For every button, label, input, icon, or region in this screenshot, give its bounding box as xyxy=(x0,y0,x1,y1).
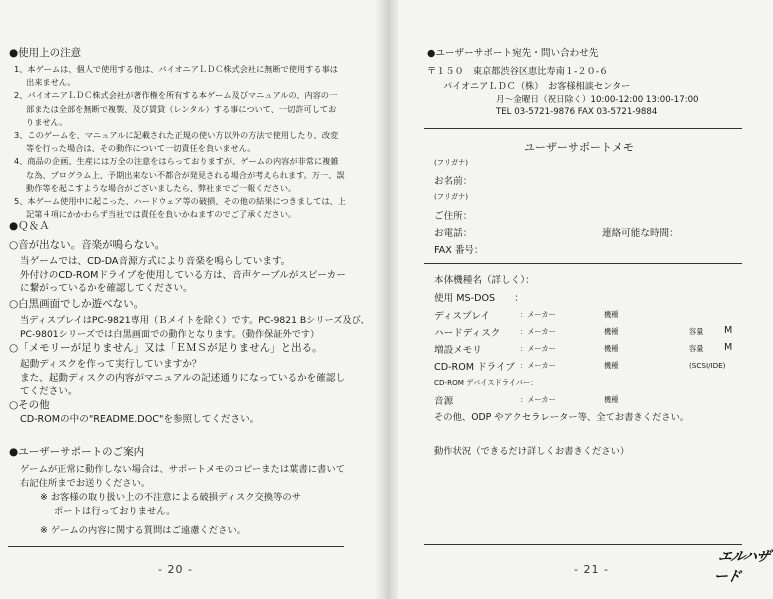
usage-list xyxy=(14,63,346,221)
model-short-label: 機種 xyxy=(604,361,619,370)
usage-line: 部または全部を無断で複製、及び賃貸（レンタル）する事について、一切許可してお xyxy=(26,103,337,114)
status-field-label: 動作状況（できるだけ詳しくお書きください） xyxy=(434,446,630,457)
contact-address: 〒１５０ 東京都渋谷区恵比寿南１-２０-６ xyxy=(427,66,609,77)
usage-line: 記第４項にかかわらず当社では責任を負いかねますのでご了承ください。 xyxy=(26,209,297,220)
page-number: - 21 - xyxy=(574,563,609,576)
memo-divider xyxy=(424,263,742,264)
qa-answer-line: 外付けのCD-ROMドライブを使用している方は、音声ケーブルがスピーカー xyxy=(20,269,346,281)
maker-label: ：メーカー xyxy=(520,327,556,336)
maker-label: ：メーカー xyxy=(520,344,556,353)
usage-line: 動作等を起こすような場合がございましたら、弊社までご一報ください。 xyxy=(26,182,297,193)
furigana-label: (フリガナ) xyxy=(434,192,468,201)
qa-question: ○白黒画面でしか遊べない。 xyxy=(9,298,145,310)
model-short-label: 機種 xyxy=(604,344,619,353)
address-field-label: ご住所： xyxy=(434,211,473,222)
capacity-label: 容量 xyxy=(689,344,704,353)
page-number: - 20 - xyxy=(158,563,193,576)
scsi-label: (SCSI/IDE) xyxy=(689,361,726,370)
model-field-label: 本体機種名（詳しく）： xyxy=(434,275,535,286)
model-short-label: 機種 xyxy=(604,310,619,319)
memo-top-rule xyxy=(424,128,742,129)
contact-time-label: 連絡可能な時間： xyxy=(602,228,679,239)
maker-label: ：メーカー xyxy=(520,310,556,319)
qa-question: ○その他 xyxy=(9,399,50,411)
support-body-line: 右記住所までお送りください。 xyxy=(20,478,151,489)
qa-answer xyxy=(20,314,370,341)
qa-answer-line: 起動ディスクを作って実行していますか？ xyxy=(20,359,202,370)
support-note: ※ ゲームの内容に関する質問はご遠慮ください。 xyxy=(40,525,246,536)
qa-answer-line: 当ディスプレイはPC-9821専用（Ｂメイトを除く）です。PC-9821 Bシリーズ及び、 xyxy=(20,315,370,326)
support-body-line: ゲームが正常に動作しない場合は、サポートメモのコピーまたは葉書に書いて xyxy=(20,464,345,475)
game-logo: エルハザード xyxy=(711,549,771,585)
right-page xyxy=(396,0,773,599)
msdos-field-label: 使用 MS-DOS ： xyxy=(434,293,524,304)
other-field-label: その他、ODP やアクセラレーター等、全てお書きください。 xyxy=(434,412,690,423)
qa-heading: ●Ｑ＆Ａ xyxy=(9,220,50,232)
qa-answer-line: PC-9801シリーズでは白黒画面での動作となります。（動作保証外です） xyxy=(20,328,320,340)
hdd-field-label: ハードディスク xyxy=(434,328,501,339)
memory-field-label: 増設メモリ xyxy=(434,345,482,356)
contact-heading: ●ユーザーサポート宛先・問い合わせ先 xyxy=(427,48,599,59)
maker-label: ：メーカー xyxy=(520,395,556,404)
usage-line: 3、このゲームを、マニュアルに記載された正規の使い方以外の方法で使用したり、改変 xyxy=(14,130,339,141)
support-note-line: ポートは行っておりません。 xyxy=(54,506,176,517)
memo-title: ユーザーサポートメモ xyxy=(524,141,634,154)
contact-company: パイオニアＬＤＣ（株） お客様相談センター xyxy=(443,81,631,92)
cdrom-driver-label: CD-ROM デバイスドライバー： xyxy=(434,378,538,387)
usage-line: 4、商品の企画、生産には万全の注意をはらっておりますが、ゲームの内容が非常に複雑 xyxy=(14,156,339,167)
sound-field-label: 音源 xyxy=(434,396,454,407)
qa-answer: CD-ROMの中の"README.DOC"を参照してください。 xyxy=(20,414,260,425)
support-note xyxy=(40,491,301,519)
unit-label: M xyxy=(724,325,733,336)
usage-line: りません。 xyxy=(26,116,68,127)
qa-answer xyxy=(20,255,346,296)
model-short-label: 機種 xyxy=(604,327,619,336)
support-note-line: ※ お客様の取り扱い上の不注意による破損ディスク交換等のサ xyxy=(40,492,302,503)
usage-line: 1、本ゲームは、個人で使用する他は、パイオニアＬＤＣ株式会社に無断で使用する事は xyxy=(14,64,338,74)
capacity-label: 容量 xyxy=(689,327,704,336)
footer-rule xyxy=(8,546,344,547)
footer-rule xyxy=(424,544,742,545)
model-short-label: 機種 xyxy=(604,395,619,404)
phone-field-label: お電話： xyxy=(434,228,473,239)
qa-question: ○音が出ない。音楽が鳴らない。 xyxy=(9,239,166,251)
display-field-label: ディスプレイ xyxy=(434,311,490,322)
qa-answer-line: に繋がっているかを確認してください。 xyxy=(20,283,193,294)
qa-question: ○「メモリーが足りません」又は「ＥＭＳが足りません」と出る。 xyxy=(9,342,323,354)
left-page xyxy=(0,0,380,599)
support-body xyxy=(20,463,345,491)
usage-line: 5、本ゲーム使用中に起こった、ハードウェア等の破損、その他の結果につきましては、上 xyxy=(14,196,347,207)
fax-field-label: FAX 番号： xyxy=(434,245,484,256)
contact-hours: 月～金曜日（祝日除く）10:00-12:00 13:00-17:00 xyxy=(496,95,699,105)
maker-label: ：メーカー xyxy=(520,361,556,370)
support-heading: ●ユーザーサポートのご案内 xyxy=(9,446,145,458)
qa-answer xyxy=(20,358,345,399)
qa-answer-line: てください。 xyxy=(20,386,78,397)
unit-label: M xyxy=(724,342,733,353)
usage-heading: ●使用上の注意 xyxy=(9,47,82,59)
usage-line: な為、プログラム上、予期出来ない不都合が発見される場合が考えられます。万一、誤 xyxy=(26,169,345,180)
qa-answer-line: また、起動ディスクの内容がマニュアルの記述通りになっているかを確認し xyxy=(20,372,346,384)
usage-line: 2、パイオニアＬＤＣ株式会社が著作権を所有する本ゲーム及びマニュアルの、内容の一 xyxy=(14,90,338,101)
usage-line: 等を行った場合は、その動作について一切責任を負いません。 xyxy=(26,143,256,154)
name-field-label: お名前： xyxy=(434,176,473,187)
usage-line: 出来ません。 xyxy=(26,77,76,88)
contact-tel-fax: TEL 03-5721-9876 FAX 03-5721-9884 xyxy=(496,107,658,117)
qa-answer-line: 当ゲームでは、CD-DA音源方式により音楽を鳴らしています。 xyxy=(20,256,291,267)
cdrom-field-label: CD-ROM ドライブ xyxy=(434,362,515,373)
furigana-label: (フリガナ) xyxy=(434,158,468,167)
